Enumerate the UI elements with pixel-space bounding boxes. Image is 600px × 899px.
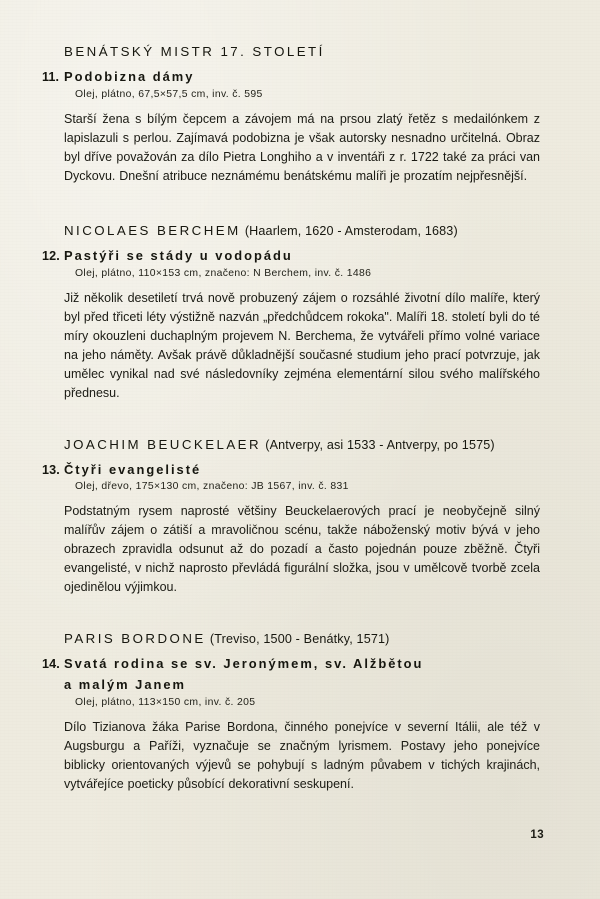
work-description: Starší žena s bílým čepcem a závojem má na prsou zlatý řetěz s medailónkem z lapislazuli s perlou. Zajímavá podobizna je však autorsky nesnadno určitelná. Obraz byl dříve považován za dílo Pietra Longhiho a v inventáři z r. 1722 také za práci van Dyckovu. Dnešní atribuce neznámému benátskému malíři je prozatím nejpřesnější. <box>64 111 540 183</box>
page-content <box>42 44 544 794</box>
work-title-line <box>42 247 544 265</box>
entry-spacer <box>42 623 544 631</box>
catalogue-entry <box>42 437 544 598</box>
work-number: 14. <box>42 657 60 672</box>
artist-heading <box>64 437 544 452</box>
artist-heading <box>64 44 544 59</box>
work-title: Svatá rodina se sv. Jeronýmem, sv. Alžbětou <box>64 656 424 672</box>
artist-name: JOACHIM BEUCKELAER <box>64 436 262 452</box>
work-title: Čtyři evangelisté <box>64 461 202 477</box>
artist-name: PARIS BORDONE <box>64 631 206 647</box>
work-description: Podstatným rysem naprosté většiny Beuckelaerových prací je neobyčejně silný malířův zájem o zátiší a mravoličnou scénu, takže náboženský motiv bývá v jeho obrazech zpravidla odsunut až do pozadí a často pojednán pouze zběžně. Čtyři evangelisté, v nichž naprosto převládá figurální složka, jsou v umělcově tvorbě zcela ojedinělou výjimkou. <box>64 504 540 595</box>
entry-spacer <box>42 429 544 437</box>
artist-name: BENÁTSKÝ MISTR 17. STOLETÍ <box>64 44 325 59</box>
work-title-line <box>42 68 544 86</box>
work-title-continuation: a malým Janem <box>64 677 187 693</box>
catalogue-entry <box>42 631 544 794</box>
artist-name: NICOLAES BERCHEM <box>64 222 241 238</box>
work-medium-dimensions: Olej, plátno, 113×150 cm, inv. č. 205 <box>75 696 256 708</box>
artist-dates: (Haarlem, 1620 - Amsterodam, 1683) <box>244 223 458 238</box>
artist-dates: (Treviso, 1500 - Benátky, 1571) <box>209 632 390 647</box>
work-number: 11. <box>42 70 60 84</box>
work-medium-dimensions: Olej, plátno, 110×153 cm, značeno: N Berchem, inv. č. 1486 <box>75 267 372 279</box>
work-title: Pastýři se stády u vodopádu <box>64 247 293 263</box>
work-title-line <box>42 655 544 673</box>
catalogue-entry <box>42 223 544 403</box>
work-number: 12. <box>42 248 60 263</box>
artist-dates: (Antverpy, asi 1533 - Antverpy, po 1575) <box>265 437 495 452</box>
work-description: Dílo Tizianova žáka Parise Bordona, činného ponejvíce v severní Itálii, ale též v Augsburgu a Paříži, vyznačuje se značným lyrismem. Postavy jeho ponejvíce biblicky orientovaných výjevů se pohybují s ladným půvabem v tichých krajinách, vytvářejíce poeticky působící dekorativní seskupení. <box>64 719 540 791</box>
work-number: 13. <box>42 462 60 477</box>
work-medium-dimensions: Olej, plátno, 67,5×57,5 cm, inv. č. 595 <box>75 88 263 100</box>
work-title-line <box>42 461 544 479</box>
catalogue-entry <box>42 44 544 186</box>
work-medium-dimensions: Olej, dřevo, 175×130 cm, značeno: JB 1567, inv. č. 831 <box>75 481 349 493</box>
work-title: Podobizna dámy <box>64 69 195 84</box>
entry-spacer <box>42 215 544 223</box>
artist-heading <box>64 223 544 238</box>
page-number: 13 <box>530 829 544 841</box>
work-description: Již několik desetiletí trvá nově probuzený zájem o rozsáhlé životní dílo malíře, který byl před třiceti léty výstižně nazván „předchůdcem rokoka". Malíři 18. století byli do té míry okouzleni duchaplným projevem N. Berchema, že vytvářeli přímo volné variace na jeho náměty. Avšak právě důkladnější současné studium jeho prací potvrzuje, jak umělec vynikal nad své následovníky zejména elementární silou svého malířského přednesu. <box>64 290 540 400</box>
artist-heading <box>64 631 544 646</box>
